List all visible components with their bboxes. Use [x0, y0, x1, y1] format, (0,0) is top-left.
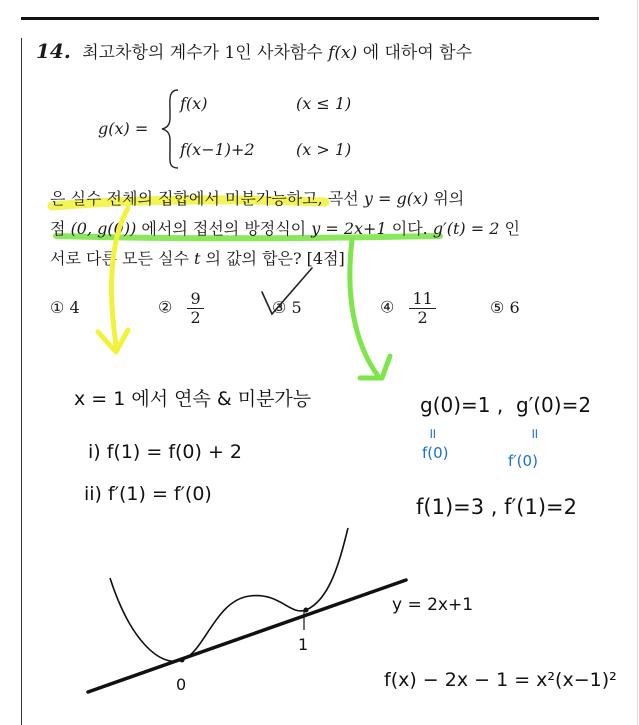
piece1-expression: f(x) [180, 94, 208, 113]
note-condition-2: ii) f′(1) = f′(0) [84, 483, 212, 505]
choice-5-value: 6 [509, 298, 520, 317]
body-line2-end: 인 [504, 219, 520, 238]
check-mark-icon [262, 268, 312, 314]
choice-4-mark: ④ [380, 297, 395, 317]
note-gp0: g′(0)=2 [516, 393, 592, 417]
choice-5-mark: ⑤ [490, 298, 505, 317]
body-line1-text: 은 실수 전체의 집합에서 미분가능하고, 곡선 [50, 189, 359, 208]
choice-4-numerator: 11 [409, 290, 435, 309]
piecewise-lhs: g(x) = [98, 119, 149, 138]
note-equal-mark-2: ॥ [530, 426, 539, 442]
note-equal-mark-1: ॥ [428, 426, 437, 442]
intro-text-before: 최고차항의 계수가 1인 사차함수 [82, 43, 323, 63]
body-line3-question: 의 값의 합은? [4점] [205, 249, 345, 268]
note-result: f(1)=3 , f′(1)=2 [416, 495, 577, 519]
variable-t: t [194, 249, 201, 268]
green-arrow-shaft [350, 240, 378, 376]
tangent-point-zero [180, 658, 185, 663]
body-line2-point-label: 점 [50, 219, 66, 238]
choice-3-value: 5 [291, 298, 302, 317]
curve-y-equals-gx: y = g(x) [363, 189, 429, 208]
choice-4-denominator: 2 [417, 307, 428, 327]
graph-label-one: 1 [298, 635, 309, 654]
note-g0: g(0)=1 , [420, 393, 504, 417]
intro-fx: f(x) [328, 43, 358, 63]
derivative-condition: g′(t) = 2 [432, 219, 500, 238]
body-line2-tangent-text: 에서의 접선의 방정식이 [141, 219, 307, 238]
body-line3-text: 서로 다른 모든 실수 [50, 249, 189, 268]
choice-2-numerator: 9 [187, 290, 203, 309]
tangent-equation: y = 2x+1 [311, 219, 387, 238]
choice-3-mark: ③ [272, 298, 287, 317]
choice-1-value: 4 [69, 298, 80, 317]
note-fp0: f′(0) [508, 452, 538, 470]
intro-text-after: 에 대하여 함수 [362, 43, 473, 63]
choice-2-mark: ② [158, 297, 173, 317]
body-line2-period: 이다. [391, 219, 428, 238]
note-heading: x = 1 에서 연속 & 미분가능 [74, 388, 312, 410]
graph-tangent-label: y = 2x+1 [392, 595, 474, 615]
piece2-condition: (x > 1) [296, 140, 352, 159]
choice-2-denominator: 2 [190, 307, 201, 327]
body-line1-end: 위의 [433, 189, 465, 208]
piece1-condition: (x ≤ 1) [296, 94, 352, 113]
graph-label-zero: 0 [176, 675, 187, 694]
piece2-expression: f(x−1)+2 [180, 140, 255, 159]
yellow-arrow-shaft [112, 208, 128, 345]
note-f0: f(0) [422, 444, 449, 462]
question-number: 14. [36, 39, 71, 63]
choice-1-mark: ① [50, 298, 65, 317]
note-condition-1: i) f(1) = f(0) + 2 [88, 441, 243, 463]
note-final-equation: f(x) − 2x − 1 = x²(x−1)² [384, 669, 617, 691]
point-0-g0: (0, g(0)) [70, 219, 137, 238]
